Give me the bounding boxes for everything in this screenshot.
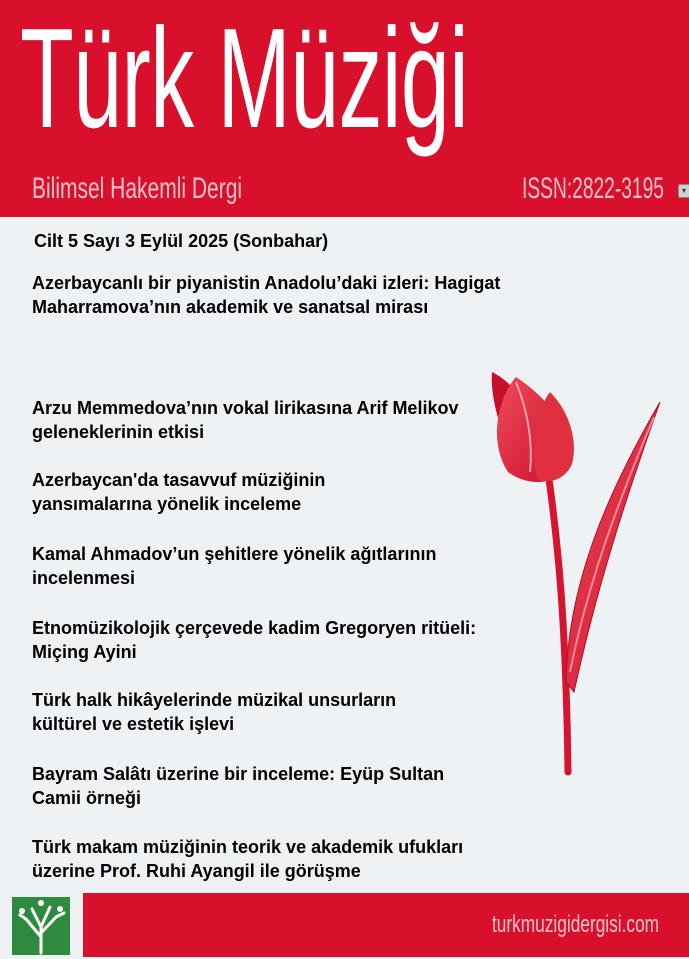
article-title: Kamal Ahmadov’un şehitlere yönelik ağıtlarının incelenmesi (32, 544, 437, 588)
cover-header (0, 0, 689, 217)
tulip-icon (478, 352, 668, 782)
tree-logo-icon (12, 897, 70, 955)
website-link[interactable]: turkmuzigidergisi.com (491, 911, 659, 938)
journal-subtitle: Bilimsel Hakemli Dergi (32, 172, 243, 205)
journal-title: Türk Müziği (20, 0, 469, 158)
article-title: Türk makam müziğinin teorik ve akademik ufukları üzerine Prof. Ruhi Ayangil ile görüşme (32, 837, 464, 881)
article-title: Türk halk hikâyelerinde müzikal unsurların kültürel ve estetik işlevi (32, 690, 397, 734)
article-title: Etnomüzikolojik çerçevede kadim Gregoryen ritüeli: Miçing Ayini (32, 618, 477, 662)
scroll-down-icon[interactable]: ▾ (678, 184, 689, 198)
article-title: Arzu Memmedova’nın vokal lirikasına Arif Melikov geleneklerinin etkisi (32, 398, 459, 442)
article-title: Azerbaycan'da tasavvuf müziğinin yansımalarına yönelik inceleme (32, 470, 326, 514)
article-title: Bayram Salâtı üzerine bir inceleme: Eyüp Sultan Camii örneği (32, 764, 445, 808)
footer-bar (83, 893, 689, 957)
article-title: Azerbaycanlı bir piyanistin Anadolu’daki izleri: Hagigat Maharramova’nın akademik ve sanatsal mirası (32, 273, 501, 317)
issue-info: Cilt 5 Sayı 3 Eylül 2025 (Sonbahar) (34, 231, 329, 251)
issn-number: ISSN:2822-3195 (522, 172, 664, 205)
